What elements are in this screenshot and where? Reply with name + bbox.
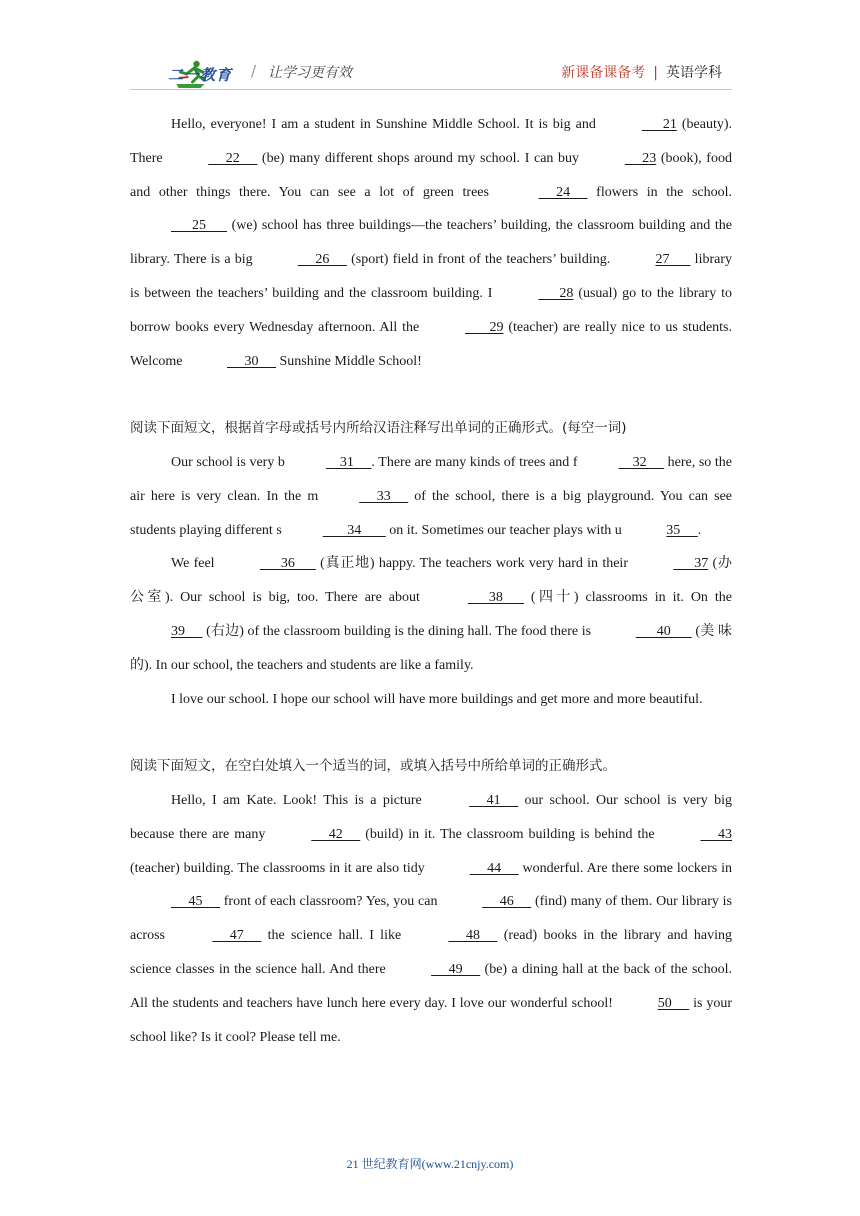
text-run: on it. Sometimes our teacher plays with u (385, 522, 622, 538)
header-slash: / (251, 62, 257, 80)
text-run: because there are many (130, 826, 271, 842)
answer-blank[interactable]: 36 (259, 556, 316, 572)
header-right-label: 新课备课备考 (561, 65, 646, 81)
document-body (130, 108, 732, 1054)
answer-blank[interactable]: 26 (297, 252, 347, 268)
text-run: Our school is very b (171, 454, 285, 470)
text-run: building and the library. There is a big (130, 218, 732, 268)
text-run: (真正地) happy. The teachers work very hard in their (315, 556, 633, 572)
answer-blank[interactable]: 29 (465, 319, 504, 335)
text-run: lockers in (676, 860, 733, 876)
answer-blank[interactable]: 40 (635, 623, 692, 639)
page-footer: 21 世纪教育网(www.21cnjy.com) (346, 1157, 514, 1171)
text-run: (teacher) building. The classrooms in it are also tidy (130, 860, 429, 876)
text-run: (read) books in the library and (497, 928, 688, 944)
text-run: (右边) of the classroom building is the dining hall. The food there is (202, 623, 595, 639)
answer-blank[interactable]: 31 (325, 454, 372, 470)
answer-blank[interactable]: 41 (469, 792, 519, 808)
text-run: (beauty). There (130, 117, 733, 166)
text-run: (be) a dining hall at the back of (480, 961, 667, 977)
text-run: front of each classroom? Yes, you can (220, 894, 442, 910)
answer-blank[interactable]: 39 (171, 623, 203, 639)
answer-blank[interactable]: 23 (624, 150, 657, 166)
text-run: (办公室). Our school is big, too. There are about (130, 556, 732, 606)
header-divider (130, 89, 732, 90)
answer-blank[interactable]: 50 (657, 995, 690, 1011)
text-run: wonderful. Are there some (518, 860, 673, 876)
text-run: Sunshine Middle School! (276, 353, 422, 369)
answer-blank[interactable]: 32 (618, 454, 665, 470)
answer-blank[interactable]: 21 (641, 117, 677, 132)
brand-name: 二一教育 (168, 66, 233, 84)
text-run: flowers in the (587, 184, 684, 200)
answer-blank[interactable]: 27 (655, 252, 691, 268)
page-header (130, 52, 732, 92)
passage-2-paragraph-2 (130, 547, 732, 682)
answer-blank[interactable]: 22 (208, 150, 258, 166)
text-run: the air here is very clean. In the m (130, 454, 732, 504)
text-run: having science classes in the science hall. And there (130, 928, 732, 977)
text-run: Hello, I am Kate. Look! This is a picture (171, 792, 429, 808)
subject-label: 英语学科 (666, 65, 722, 81)
text-run: (book), food and other things there. You can see a lot of green trees (130, 150, 732, 200)
passage-2-paragraph-3 (130, 683, 732, 717)
text-run: our school. Our school is very big (518, 792, 732, 808)
section-3-instruction: 阅读下面短文，在空白处填入一个适当的词，或填入括号中所给单词的正确形式。 (130, 758, 616, 775)
text-run: We feel (171, 556, 219, 572)
text-run: is your school like? Is it cool? Please tell me. (130, 995, 732, 1045)
text-run: library is across (130, 894, 732, 944)
text-run: (teacher) are really nice to us students. Welcome (130, 319, 733, 369)
text-run: Hello, everyone! I am a student in Sunshine Middle School. It is big and (171, 117, 601, 132)
answer-blank[interactable]: 42 (311, 826, 361, 842)
answer-blank[interactable]: 35 (666, 522, 698, 538)
passage-2-paragraph-1 (130, 446, 732, 547)
text-run: (美 (691, 623, 715, 639)
answer-blank[interactable]: 37 (673, 556, 709, 572)
text-run: I love our school. I hope our school will have more buildings and get more and more (171, 691, 646, 707)
answer-blank[interactable]: 24 (538, 184, 588, 200)
header-separator: | (653, 65, 658, 81)
text-run: here, so (664, 454, 712, 470)
spacer (130, 716, 732, 750)
text-run: . There are many kinds of trees and f (371, 454, 578, 470)
passage-3 (130, 784, 732, 1054)
answer-blank[interactable]: 33 (359, 488, 409, 504)
answer-blank[interactable]: 48 (448, 928, 498, 944)
answer-blank[interactable]: 46 (482, 894, 532, 910)
answer-blank[interactable]: 38 (467, 590, 524, 606)
answer-blank[interactable]: 43 (700, 826, 732, 842)
passage-1 (130, 108, 732, 378)
text-run: (be) many different shops around my school. I can buy (257, 150, 584, 166)
text-run: of the school, there is a big playground. You can (408, 488, 709, 504)
text-run: (find) many of them. Our (531, 894, 678, 910)
text-run: school. (691, 184, 733, 200)
answer-blank[interactable]: 44 (469, 860, 519, 876)
answer-blank[interactable]: 30 (227, 353, 277, 369)
spacer (130, 378, 732, 412)
text-run: . (697, 522, 702, 538)
text-run: the science hall. I like (261, 928, 408, 944)
slogan: 让学习更有效 (268, 65, 352, 81)
answer-blank[interactable]: 47 (212, 928, 262, 944)
answer-blank[interactable]: 25 (171, 218, 227, 234)
text-run: see students playing different s (130, 488, 733, 538)
text-run: library is between the teachers’ building and the classroom building. I (130, 252, 732, 301)
answer-blank[interactable]: 34 (322, 522, 386, 538)
text-run: (we) school has three buildings—the teachers’ building, the classroom (227, 218, 635, 234)
text-run: (四十) classrooms in it. On the (523, 590, 733, 606)
text-run: (usual) go to the library to borrow books every Wednesday afternoon. All the (130, 285, 733, 335)
text-run: the school. All the students and teachers have lunch here every day. I love our wonderful school! (130, 961, 732, 1011)
text-run: beautiful. (649, 691, 703, 707)
answer-blank[interactable]: 49 (431, 961, 481, 977)
header-subject (561, 62, 722, 82)
section-2-instruction: 阅读下面短文，根据首字母或括号内所给汉语注释写出单词的正确形式。(每空一词) (130, 420, 627, 437)
text-run: (sport) field in front of the teachers’ building. (346, 252, 611, 268)
text-run: (build) in it. The classroom building is behind the (360, 826, 660, 842)
answer-blank[interactable]: 28 (538, 285, 574, 301)
answer-blank[interactable]: 45 (171, 894, 220, 910)
text-run: 味的). In our school, the teachers and students are like a family. (130, 623, 733, 673)
